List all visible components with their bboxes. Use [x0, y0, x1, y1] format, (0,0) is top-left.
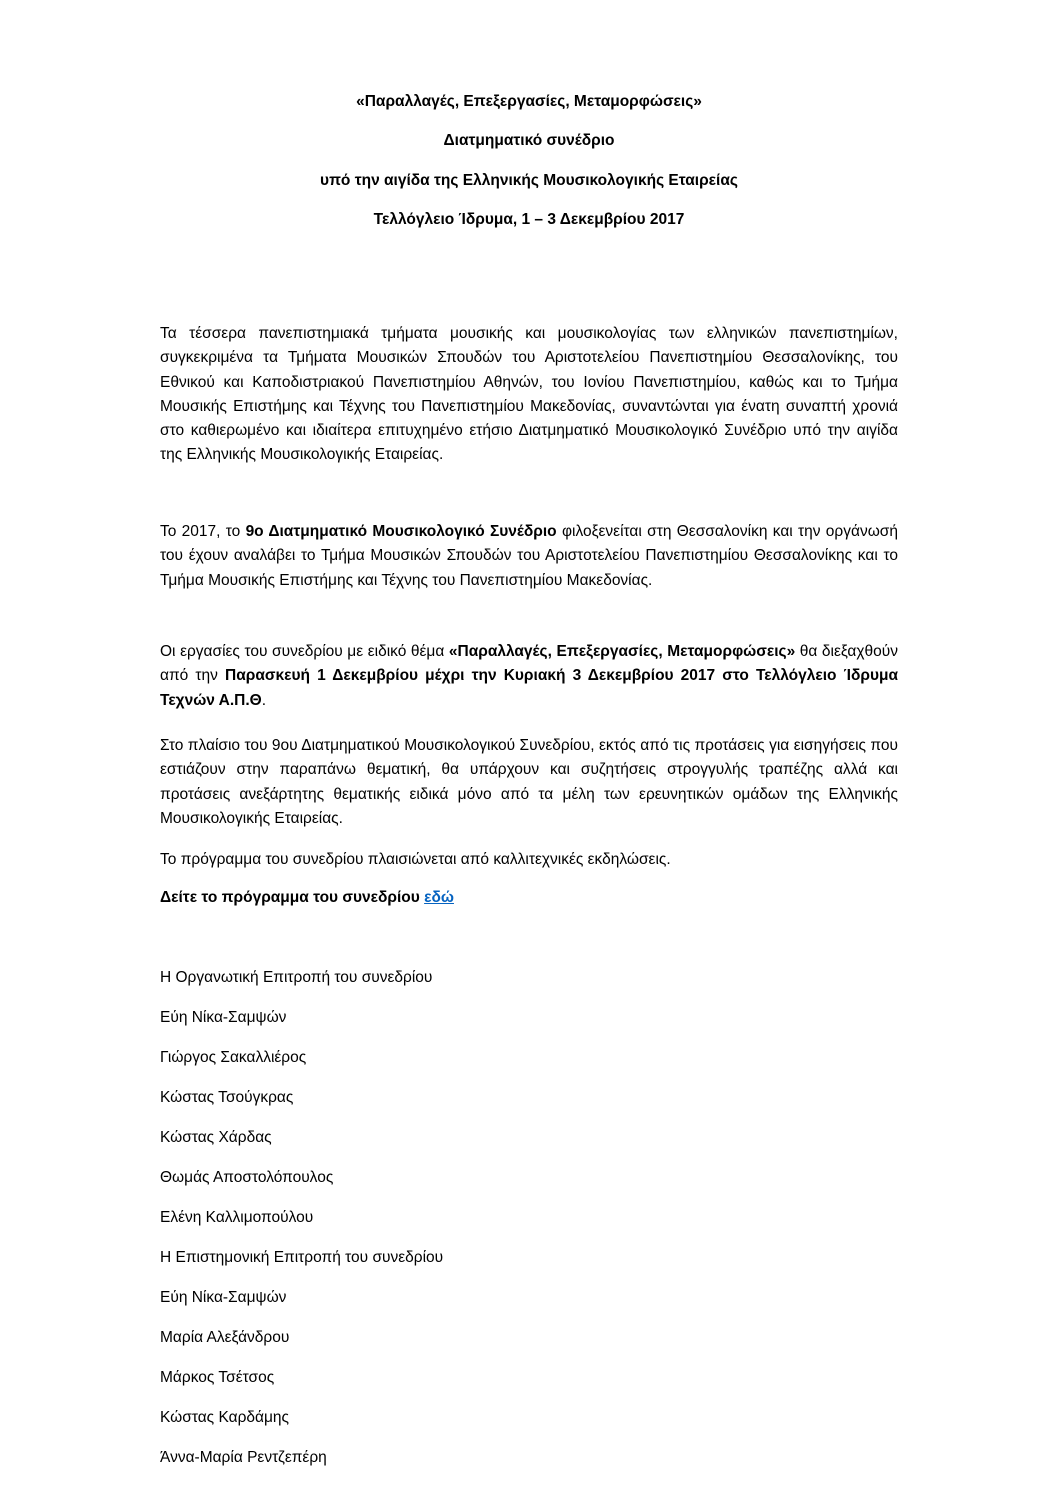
organizing-member: Κώστας Τσούγκρας: [160, 1089, 294, 1106]
paragraph-events: Το πρόγραμμα του συνεδρίου πλαισιώνεται από καλλιτεχνικές εκδηλώσεις.: [160, 851, 671, 868]
organizing-member: Εύη Νίκα-Σαμψών: [160, 1009, 287, 1026]
scientific-member: Μάρκος Τσέτσος: [160, 1369, 275, 1386]
p3-theme: «Παραλλαγές, Επεξεργασίες, Μεταμορφώσεις»: [448, 643, 796, 660]
scientific-member: Άννα-Μαρία Ρεντζεπέρη: [160, 1449, 327, 1466]
program-link[interactable]: εδώ: [424, 889, 454, 906]
scientific-member: Εύη Νίκα-Σαμψών: [160, 1289, 287, 1306]
conference-subtitle: Διατμηματικό συνέδριο: [443, 132, 615, 149]
paragraph-organization: [160, 520, 898, 593]
scientific-committee-title: Η Επιστημονική Επιτροπή του συνεδρίου: [160, 1249, 444, 1266]
conference-auspices: υπό την αιγίδα της Ελληνικής Μουσικολογικής Εταιρείας: [320, 172, 738, 189]
p3-text-e: .: [261, 691, 267, 709]
scientific-member: Κώστας Καρδάμης: [160, 1409, 289, 1426]
p3-text-a: Οι εργασίες του συνεδρίου με ειδικό θέμα: [160, 643, 449, 660]
paragraph-sessions: Στο πλαίσιο του 9ου Διατμηματικού Μουσικολογικού Συνεδρίου, εκτός από τις προτάσεις για εισηγήσεις που εστιάζουν στην παραπάνω θεματική, θα υπάρχουν και συζητήσεις στρογγυλής τραπέζης αλλά και προτάσεις ανεξάρτητης θεματικής ειδικά μόνο από τα μέλη των ερευνητικών ομάδων της Ελληνικής Μουσικολογικής Εταιρείας.: [160, 737, 898, 827]
organizing-member: Κώστας Χάρδας: [160, 1129, 272, 1146]
p3-text-c: θα διεξαχθούν από την: [160, 643, 898, 685]
conference-venue-date: Τελλόγλειο Ίδρυμα, 1 – 3 Δεκεμβρίου 2017: [373, 211, 685, 228]
program-line: [160, 888, 454, 908]
p3-dates-venue: Παρασκευή 1 Δεκεμβρίου μέχρι την Κυριακή 3 Δεκεμβρίου 2017 στο Τελλόγλειο Ίδρυμα Τεχνών Α.Π.Θ: [160, 667, 899, 709]
organizing-member: Ελένη Καλλιμοπούλου: [160, 1209, 314, 1226]
paragraph-dates: [160, 640, 898, 713]
paragraph-intro: Τα τέσσερα πανεπιστημιακά τμήματα μουσικής και μουσικολογίας των ελληνικών πανεπιστημίων, συγκεκριμένα τα Τμήματα Μουσικών Σπουδών του Αριστοτελείου Πανεπιστημίου Θεσσαλονίκης, του Εθνικού και Καποδιστριακού Πανεπιστημίου Αθηνών, του Ιονίου Πανεπιστημίου, καθώς και το Τμήμα Μουσικής Επιστήμης και Τέχνης του Πανεπιστημίου Μακεδονίας, συναντώνται για ένατη συναπτή χρονιά στο καθιερωμένο και ιδιαίτερα επιτυχημένο ετήσιο Διατμηματικό Μουσικολογικό Συνέδριο υπό την αιγίδα της Ελληνικής Μουσικολογικής Εταιρείας.: [160, 325, 898, 464]
organizing-committee-title: Η Οργανωτική Επιτροπή του συνεδρίου: [160, 969, 433, 986]
organizing-member: Γιώργος Σακαλλιέρος: [160, 1049, 307, 1066]
conference-title: «Παραλλαγές, Επεξεργασίες, Μεταμορφώσεις»: [356, 93, 702, 110]
p2-text-c: φιλοξενείται στη Θεσσαλονίκη και την οργάνωσή του έχουν αναλάβει το Τμήμα Μουσικών Σπουδών του Αριστοτελείου Πανεπιστημίου Θεσσαλονίκης και το Τμήμα Μουσικής Επιστήμης και Τέχνης του Πανεπιστημίου Μακεδονίας.: [160, 523, 898, 589]
organizing-member: Θωμάς Αποστολόπουλος: [160, 1169, 334, 1186]
program-text: Δείτε το πρόγραμμα του συνεδρίου: [160, 889, 425, 906]
p2-conference-name: 9ο Διατμηματικό Μουσικολογικό Συνέδριο: [245, 523, 557, 540]
scientific-member: Μαρία Αλεξάνδρου: [160, 1329, 290, 1346]
p2-text-a: Το 2017, το: [160, 523, 246, 540]
